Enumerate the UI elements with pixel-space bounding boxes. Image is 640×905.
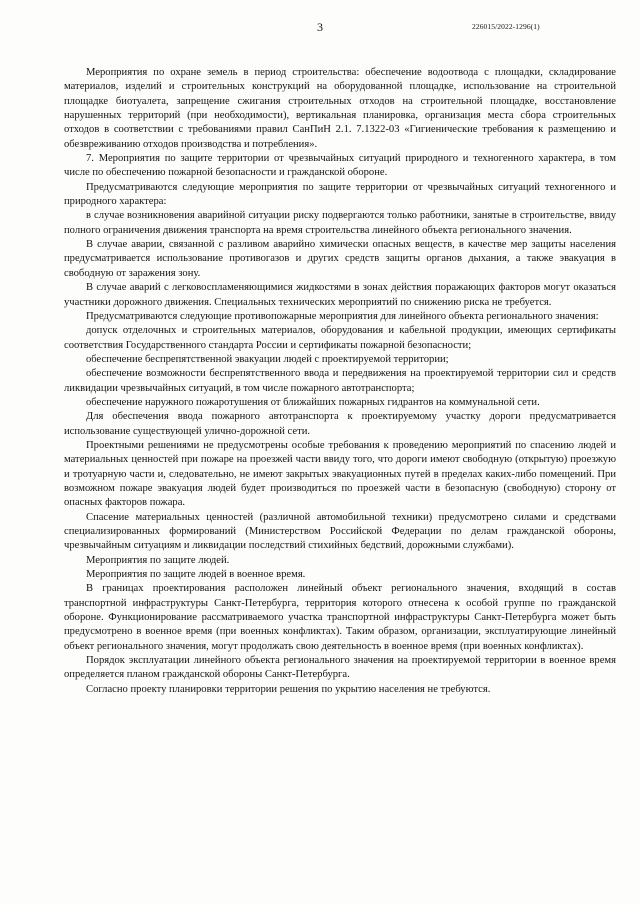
paragraph-property-rescue: Спасение материальных ценностей (различной автомобильной техники) предусмотрено силами и средствами специализированных формирований (Министерством Российской Федерации по делам гражданской обороны, чрезвычайным ситуациям и ликвидации последствий стихийных бедствий, дорожными службами). [64,511,616,552]
paragraph-wartime-operation: Порядок эксплуатации линейного объекта регионального значения на проектируемой территории в военное время определяется планом гражданской обороны Санкт-Петербурга. [64,655,616,681]
page-number: 3 [317,20,323,34]
paragraph-accident-risk: в случае возникновения аварийной ситуации риску подвергаются только работники, занятые в строительстве, ввиду полного ограничения движения транспорта на время строительства линейного объекта регионального значения. [64,210,616,236]
subheading-people-protection: Мероприятия по защите людей. [86,554,230,566]
list-item-fire-hydrants: обеспечение наружного пожаротушения от ближайших пожарных гидрантов на коммунальной сети. [86,396,540,408]
list-item-evacuation: обеспечение беспрепятственной эвакуации людей с проектируемой территории; [86,353,449,365]
document-code: 226015/2022-1296(1) [472,22,540,31]
paragraph-flammable-liquids: В случае аварий с легковоспламеняющимися жидкостями в зонах действия поражающих факторов могут оказаться участники дорожного движения. Специальных технических мероприятий по снижению риска не требуется. [64,282,616,308]
paragraph-fire-vehicle-access: Для обеспечения ввода пожарного автотранспорта к проектируемому участку дороги предусматривается использование существующей улично-дорожной сети. [64,411,616,437]
paragraph-civil-defense-group: В границах проектирования расположен линейный объект регионального значения, входящий в состав транспортной инфраструктуры Санкт-Петербурга, территория которого отнесена к особой группе по гражданской обороне. Функционирование рассматриваемого участка транспортной инфраструктуры Санкт-Петербурга может быть предусмотрено в военное время (при военных конфликтах). Таким образом, организации, эксплуатирующие линейный объект регионального значения, могут продолжать свою деятельность в военное время (при военных конфликтах). [64,583,616,652]
paragraph-land-protection: Мероприятия по охране земель в период строительства: обеспечение водоотвода с площадки, складирование материалов, изделий и строительных конструкций на оборудованной площадке, использование на строительной площадке биотуалета, запрещение сжигания строительных отходов на строительной площадке, восстановление нарушенных территорий (при необходимости), вертикальная планировка, организация места сбора строительных отходов в соответствии с требованиями правил СанПиН 2.1. 7.1322-03 «Гигиенические требования к размещению и обезвреживанию отходов производства и потребления». [64,67,616,150]
paragraph-chemical-spill: В случае аварии, связанной с разливом аварийно химически опасных веществ, в качестве мер защиты населения предусматривается использование противогазов и других средств защиты органов дыхания, а также эвакуация в свободную от заражения зону. [64,239,616,279]
paragraph-shelter-decision: Согласно проекту планировки территории решения по укрытию населения не требуются. [86,683,491,695]
list-item-materials-admission: допуск отделочных и строительных материалов, оборудования и кабельной продукции, имеющих сертификаты соответствия Государственного стандарта России и сертификаты пожарной безопасности; [64,325,616,351]
paragraph-emergency-measures-intro: Предусматриваются следующие мероприятия по защите территории от чрезвычайных ситуаций техногенного и природного характера: [64,181,616,208]
subheading-wartime-protection: Мероприятия по защите людей в военное время. [86,569,306,581]
section-heading-7: 7. Мероприятия по защите территории от чрезвычайных ситуаций природного и техногенного характера, в том числе по обеспечению пожарной безопасности и гражданской обороне. [64,153,616,179]
list-item-emergency-access: обеспечение возможности беспрепятственного ввода и передвижения на проектируемой территории сил и средств ликвидации чрезвычайных ситуаций, в том числе пожарного автотранспорта; [64,368,616,394]
paragraph-fire-measures-intro: Предусматриваются следующие противопожарные мероприятия для линейного объекта регионального значения: [86,310,599,322]
document-body [64,66,616,697]
paragraph-rescue-requirements: Проектными решениями не предусмотрены особые требования к проведению мероприятий по спасению людей и материальных ценностей при пожаре на проезжей части ввиду того, что дороги имеют свободную (открытую) проезжую и тротуарную части и, следовательно, не имеют закрытых эвакуационных путей в пределах каких-либо помещений. При возможном пожаре эвакуация людей будет производиться по проезжей части в безопасную (свободную) сторону от опасных факторов пожара. [64,439,616,509]
